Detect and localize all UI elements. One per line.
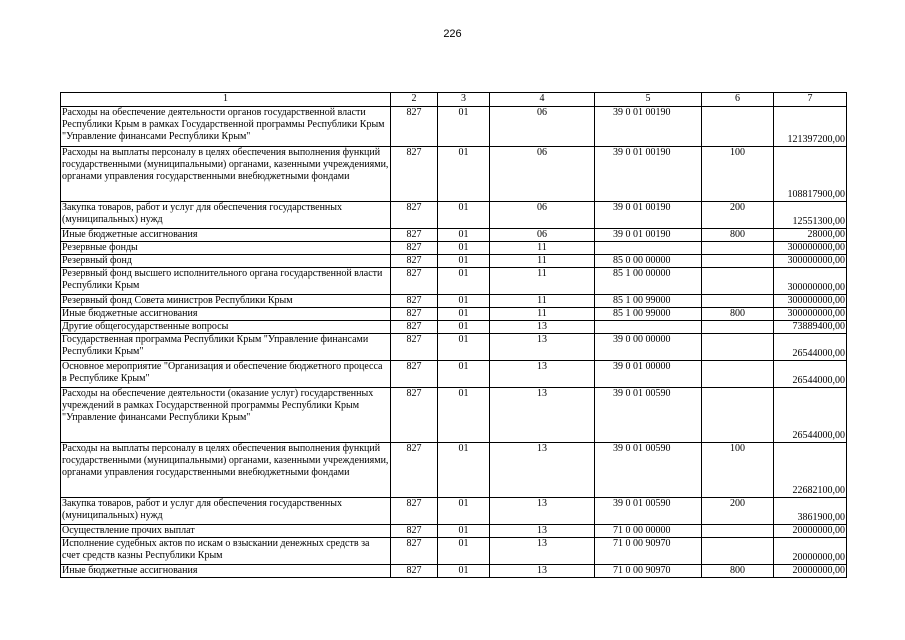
amount-cell: 3861900,00 bbox=[774, 498, 847, 525]
table-row bbox=[61, 268, 847, 295]
section-code-cell: 01 bbox=[438, 321, 490, 334]
table-row bbox=[61, 565, 847, 578]
column-header: 2 bbox=[391, 93, 438, 107]
table-row bbox=[61, 107, 847, 147]
subsection-code-cell: 06 bbox=[490, 107, 595, 147]
table-row bbox=[61, 538, 847, 565]
subsection-code-cell: 13 bbox=[490, 361, 595, 388]
expense-type-cell bbox=[702, 107, 774, 147]
section-code-cell: 01 bbox=[438, 525, 490, 538]
row-name-cell: Резервные фонды bbox=[61, 242, 391, 255]
target-article-cell: 39 0 01 00190 bbox=[595, 202, 702, 229]
target-article-cell: 71 0 00 90970 bbox=[595, 538, 702, 565]
table-row bbox=[61, 361, 847, 388]
row-name-cell: Осуществление прочих выплат bbox=[61, 525, 391, 538]
row-name-cell: Резервный фонд высшего исполнительного органа государственной власти Республики Крым bbox=[61, 268, 391, 295]
table-row bbox=[61, 498, 847, 525]
row-name-cell: Другие общегосударственные вопросы bbox=[61, 321, 391, 334]
table-row bbox=[61, 242, 847, 255]
target-article-cell: 39 0 01 00190 bbox=[595, 107, 702, 147]
section-code-cell: 01 bbox=[438, 361, 490, 388]
row-name-cell: Закупка товаров, работ и услуг для обеспечения государственных (муниципальных) нужд bbox=[61, 498, 391, 525]
target-article-cell: 71 0 00 00000 bbox=[595, 525, 702, 538]
subsection-code-cell: 13 bbox=[490, 498, 595, 525]
section-code-cell: 01 bbox=[438, 242, 490, 255]
column-header: 3 bbox=[438, 93, 490, 107]
expense-type-cell bbox=[702, 268, 774, 295]
target-article-cell: 39 0 01 00000 bbox=[595, 361, 702, 388]
ministry-code-cell: 827 bbox=[391, 295, 438, 308]
row-name-cell: Иные бюджетные ассигнования bbox=[61, 308, 391, 321]
ministry-code-cell: 827 bbox=[391, 321, 438, 334]
target-article-cell: 85 1 00 99000 bbox=[595, 295, 702, 308]
ministry-code-cell: 827 bbox=[391, 242, 438, 255]
row-name-cell: Закупка товаров, работ и услуг для обеспечения государственных (муниципальных) нужд bbox=[61, 202, 391, 229]
expense-type-cell: 800 bbox=[702, 308, 774, 321]
subsection-code-cell: 11 bbox=[490, 295, 595, 308]
header-row bbox=[61, 93, 847, 107]
column-header: 6 bbox=[702, 93, 774, 107]
expense-type-cell bbox=[702, 242, 774, 255]
table-row bbox=[61, 321, 847, 334]
expense-type-cell: 800 bbox=[702, 565, 774, 578]
section-code-cell: 01 bbox=[438, 202, 490, 229]
ministry-code-cell: 827 bbox=[391, 255, 438, 268]
amount-cell: 300000000,00 bbox=[774, 255, 847, 268]
page-number: 226 bbox=[443, 28, 462, 40]
expense-type-cell: 200 bbox=[702, 498, 774, 525]
amount-cell: 26544000,00 bbox=[774, 388, 847, 443]
ministry-code-cell: 827 bbox=[391, 538, 438, 565]
expense-type-cell bbox=[702, 295, 774, 308]
subsection-code-cell: 13 bbox=[490, 525, 595, 538]
expense-type-cell: 100 bbox=[702, 147, 774, 202]
row-name-cell: Резервный фонд Совета министров Республики Крым bbox=[61, 295, 391, 308]
table-row bbox=[61, 295, 847, 308]
section-code-cell: 01 bbox=[438, 229, 490, 242]
section-code-cell: 01 bbox=[438, 498, 490, 525]
target-article-cell: 39 0 01 00590 bbox=[595, 498, 702, 525]
target-article-cell: 71 0 00 90970 bbox=[595, 565, 702, 578]
amount-cell: 300000000,00 bbox=[774, 268, 847, 295]
column-header: 1 bbox=[61, 93, 391, 107]
subsection-code-cell: 13 bbox=[490, 388, 595, 443]
ministry-code-cell: 827 bbox=[391, 334, 438, 361]
row-name-cell: Иные бюджетные ассигнования bbox=[61, 229, 391, 242]
row-name-cell: Иные бюджетные ассигнования bbox=[61, 565, 391, 578]
table-row bbox=[61, 308, 847, 321]
ministry-code-cell: 827 bbox=[391, 308, 438, 321]
subsection-code-cell: 13 bbox=[490, 334, 595, 361]
target-article-cell: 85 1 00 00000 bbox=[595, 268, 702, 295]
expense-type-cell bbox=[702, 255, 774, 268]
section-code-cell: 01 bbox=[438, 147, 490, 202]
target-article-cell: 39 0 01 00190 bbox=[595, 147, 702, 202]
table-row bbox=[61, 443, 847, 498]
subsection-code-cell: 13 bbox=[490, 443, 595, 498]
subsection-code-cell: 11 bbox=[490, 242, 595, 255]
ministry-code-cell: 827 bbox=[391, 498, 438, 525]
section-code-cell: 01 bbox=[438, 565, 490, 578]
ministry-code-cell: 827 bbox=[391, 565, 438, 578]
subsection-code-cell: 11 bbox=[490, 268, 595, 295]
ministry-code-cell: 827 bbox=[391, 107, 438, 147]
ministry-code-cell: 827 bbox=[391, 361, 438, 388]
subsection-code-cell: 13 bbox=[490, 565, 595, 578]
ministry-code-cell: 827 bbox=[391, 443, 438, 498]
subsection-code-cell: 11 bbox=[490, 308, 595, 321]
ministry-code-cell: 827 bbox=[391, 147, 438, 202]
row-name-cell: Резервный фонд bbox=[61, 255, 391, 268]
section-code-cell: 01 bbox=[438, 295, 490, 308]
expense-type-cell bbox=[702, 525, 774, 538]
amount-cell: 20000000,00 bbox=[774, 538, 847, 565]
subsection-code-cell: 11 bbox=[490, 255, 595, 268]
table-row bbox=[61, 229, 847, 242]
section-code-cell: 01 bbox=[438, 538, 490, 565]
table-body bbox=[61, 107, 847, 578]
row-name-cell: Основное мероприятие "Организация и обеспечение бюджетного процесса в Республике Крым" bbox=[61, 361, 391, 388]
expense-type-cell: 800 bbox=[702, 229, 774, 242]
expense-type-cell bbox=[702, 388, 774, 443]
ministry-code-cell: 827 bbox=[391, 229, 438, 242]
expense-type-cell bbox=[702, 361, 774, 388]
table-row bbox=[61, 388, 847, 443]
subsection-code-cell: 06 bbox=[490, 147, 595, 202]
section-code-cell: 01 bbox=[438, 268, 490, 295]
amount-cell: 300000000,00 bbox=[774, 295, 847, 308]
subsection-code-cell: 06 bbox=[490, 229, 595, 242]
table-row bbox=[61, 147, 847, 202]
target-article-cell: 39 0 01 00590 bbox=[595, 443, 702, 498]
section-code-cell: 01 bbox=[438, 334, 490, 361]
expense-type-cell bbox=[702, 321, 774, 334]
target-article-cell: 85 1 00 99000 bbox=[595, 308, 702, 321]
amount-cell: 28000,00 bbox=[774, 229, 847, 242]
amount-cell: 108817900,00 bbox=[774, 147, 847, 202]
row-name-cell: Расходы на обеспечение деятельности органов государственной власти Республики Крым в рамках Государственной программы Республики Крым "Управление финансами Республики Крым" bbox=[61, 107, 391, 147]
target-article-cell: 39 0 00 00000 bbox=[595, 334, 702, 361]
amount-cell: 300000000,00 bbox=[774, 308, 847, 321]
amount-cell: 300000000,00 bbox=[774, 242, 847, 255]
section-code-cell: 01 bbox=[438, 107, 490, 147]
target-article-cell bbox=[595, 321, 702, 334]
expense-type-cell bbox=[702, 538, 774, 565]
table-row bbox=[61, 202, 847, 229]
target-article-cell: 39 0 01 00190 bbox=[595, 229, 702, 242]
expense-type-cell bbox=[702, 334, 774, 361]
budget-table bbox=[60, 92, 847, 578]
section-code-cell: 01 bbox=[438, 308, 490, 321]
section-code-cell: 01 bbox=[438, 255, 490, 268]
subsection-code-cell: 06 bbox=[490, 202, 595, 229]
section-code-cell: 01 bbox=[438, 443, 490, 498]
amount-cell: 73889400,00 bbox=[774, 321, 847, 334]
row-name-cell: Расходы на выплаты персоналу в целях обеспечения выполнения функций государственными (муниципальными) органами, казенными учреждениями, органами управления государственными внебюджетными фондами bbox=[61, 443, 391, 498]
ministry-code-cell: 827 bbox=[391, 525, 438, 538]
amount-cell: 26544000,00 bbox=[774, 334, 847, 361]
row-name-cell: Расходы на выплаты персоналу в целях обеспечения выполнения функций государственными (муниципальными) органами, казенными учреждениями, органами управления государственными внебюджетными фондами bbox=[61, 147, 391, 202]
amount-cell: 26544000,00 bbox=[774, 361, 847, 388]
target-article-cell: 39 0 01 00590 bbox=[595, 388, 702, 443]
ministry-code-cell: 827 bbox=[391, 388, 438, 443]
amount-cell: 20000000,00 bbox=[774, 565, 847, 578]
column-header: 7 bbox=[774, 93, 847, 107]
amount-cell: 20000000,00 bbox=[774, 525, 847, 538]
amount-cell: 12551300,00 bbox=[774, 202, 847, 229]
column-header: 5 bbox=[595, 93, 702, 107]
amount-cell: 22682100,00 bbox=[774, 443, 847, 498]
table-row bbox=[61, 255, 847, 268]
table-row bbox=[61, 525, 847, 538]
target-article-cell: 85 0 00 00000 bbox=[595, 255, 702, 268]
expense-type-cell: 200 bbox=[702, 202, 774, 229]
row-name-cell: Расходы на обеспечение деятельности (оказание услуг) государственных учреждений в рамках Государственной программы Республики Крым "Управление финансами Республики Крым" bbox=[61, 388, 391, 443]
ministry-code-cell: 827 bbox=[391, 202, 438, 229]
target-article-cell bbox=[595, 242, 702, 255]
subsection-code-cell: 13 bbox=[490, 538, 595, 565]
subsection-code-cell: 13 bbox=[490, 321, 595, 334]
row-name-cell: Государственная программа Республики Крым "Управление финансами Республики Крым" bbox=[61, 334, 391, 361]
section-code-cell: 01 bbox=[438, 388, 490, 443]
table-row bbox=[61, 334, 847, 361]
ministry-code-cell: 827 bbox=[391, 268, 438, 295]
amount-cell: 121397200,00 bbox=[774, 107, 847, 147]
column-header: 4 bbox=[490, 93, 595, 107]
row-name-cell: Исполнение судебных актов по искам о взыскании денежных средств за счет средств казны Республики Крым bbox=[61, 538, 391, 565]
expense-type-cell: 100 bbox=[702, 443, 774, 498]
